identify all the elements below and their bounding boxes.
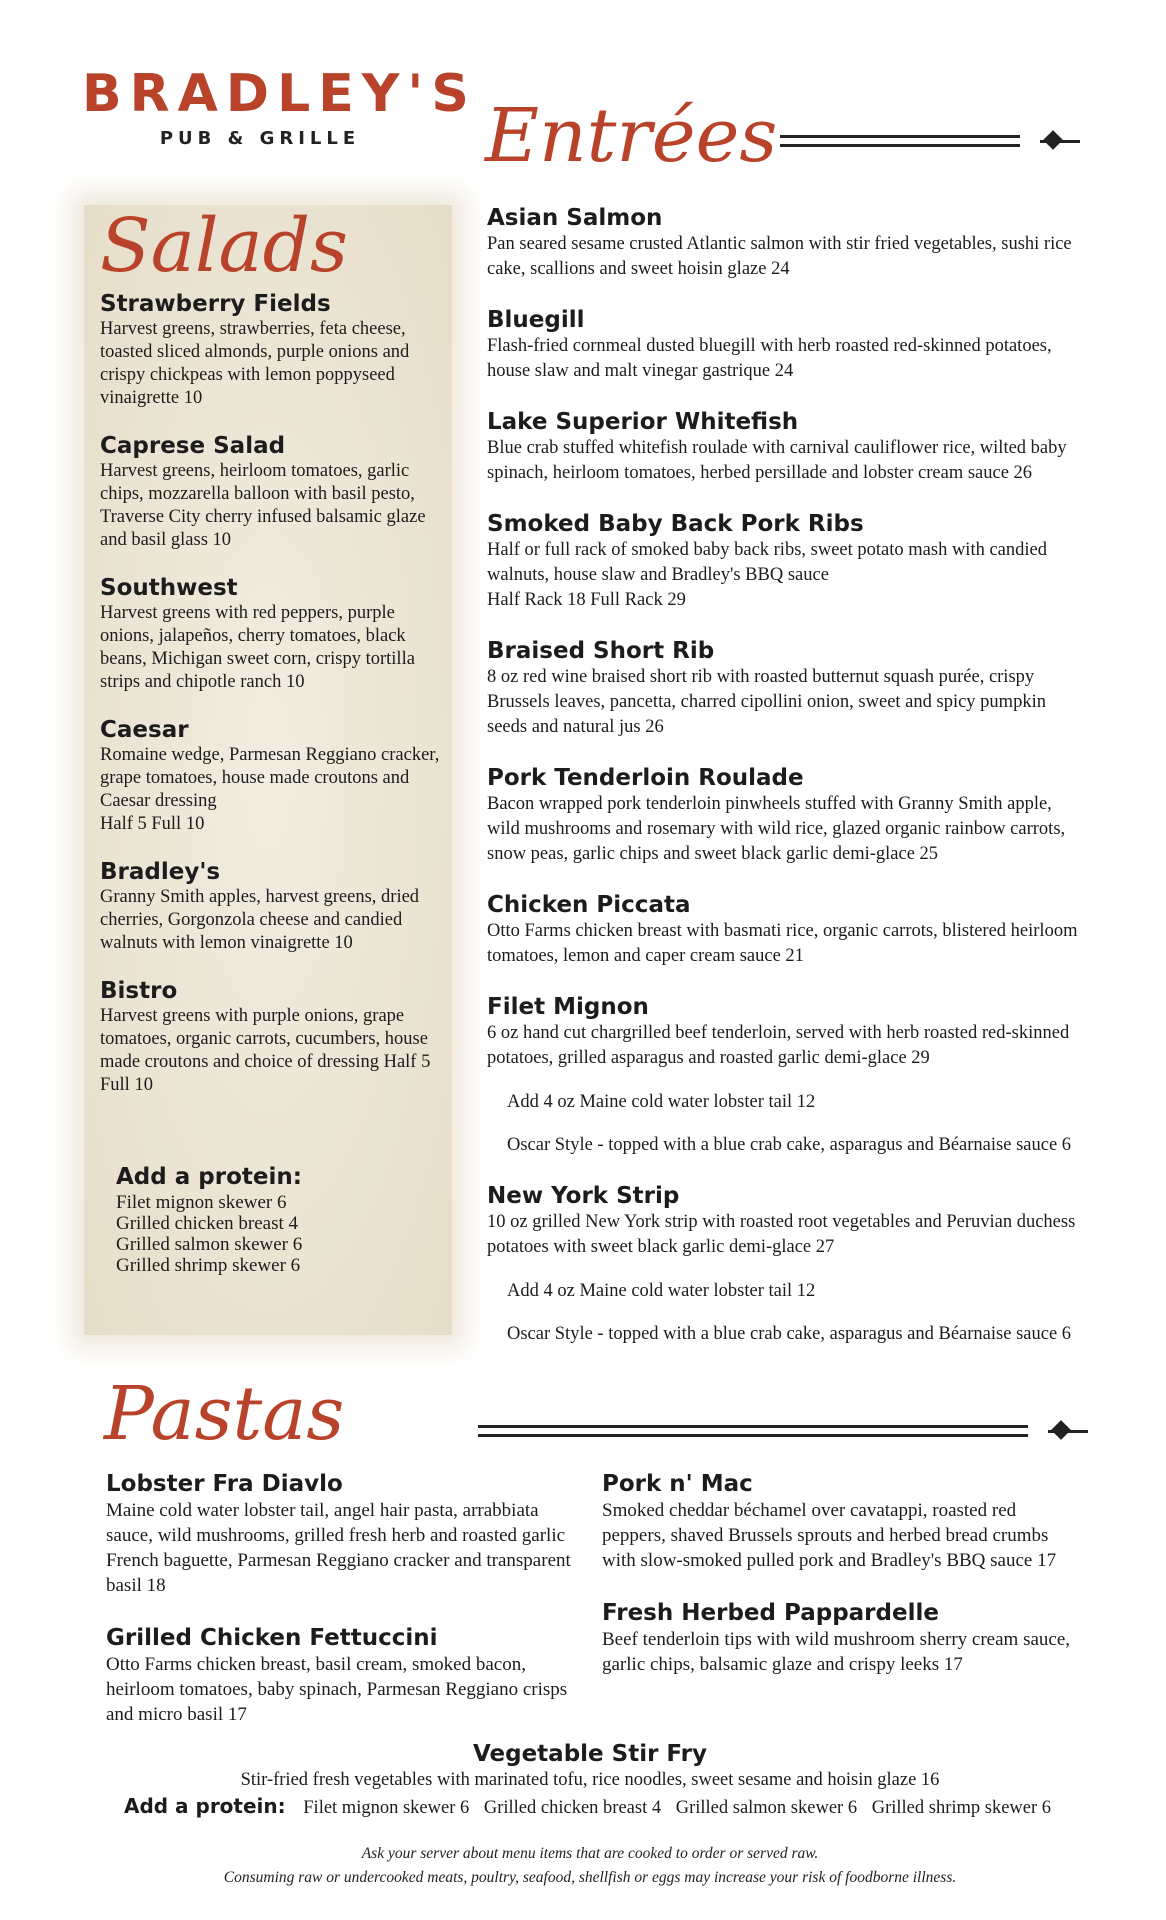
entrees-heading: Entrées [485, 93, 778, 179]
entree-name: New York Strip [487, 1183, 680, 1209]
entree-description: Half or full rack of smoked baby back ribs, sweet potato mash with candied walnuts, house slaw and Bradley's BBQ sauce [487, 540, 1047, 585]
pasta-name: Lobster Fra Diavlo [106, 1471, 343, 1497]
entree-description: Otto Farms chicken breast with basmati rice, organic carrots, blistered heirloom tomatoes, lemon and caper cream sauce 21 [487, 921, 1078, 966]
protein-option: Grilled salmon skewer 6 [675, 1798, 858, 1818]
entree-addon: Oscar Style - topped with a blue crab cake, asparagus and Béarnaise sauce 6 [507, 1135, 1072, 1155]
pasta-description: Maine cold water lobster tail, angel hair pasta, arrabbiata sauce, wild mushrooms, grilled fresh herb and roasted garlic French baguette, Parmesan Reggiano cracker and transparent basil 18 [106, 1500, 571, 1596]
entree-price: Half Rack 18 Full Rack 29 [487, 590, 686, 610]
entree-item [487, 408, 1087, 486]
salad-description: Granny Smith apples, harvest greens, dried cherries, Gorgonzola cheese and candied walnuts with lemon vinaigrette 10 [100, 887, 420, 953]
salad-item [100, 977, 450, 1097]
logo-subtitle: PUB & GRILLE [159, 128, 361, 149]
salad-item [100, 574, 450, 694]
entree-description: Blue crab stuffed whitefish roulade with carnival cauliflower rice, wilted baby spinach, heirloom tomatoes, herbed persillade and lobster cream sauce 26 [487, 438, 1067, 483]
disclaimer-line: Consuming raw or undercooked meats, poultry, seafood, shellfish or eggs may increase your risk of foodborne illness. [223, 1869, 957, 1886]
pasta-item [106, 1470, 576, 1598]
protein-option: Filet mignon skewer 6 [303, 1798, 470, 1818]
salad-name: Southwest [100, 575, 238, 601]
salad-name: Caesar [100, 717, 189, 743]
entree-item [487, 510, 1087, 613]
pastas-left-column [106, 1470, 576, 1753]
entree-name: Bluegill [487, 307, 585, 333]
pasta-item [602, 1599, 1072, 1677]
salad-protein-box [116, 1162, 416, 1276]
protein-option: Grilled chicken breast 4 [483, 1798, 662, 1818]
salad-description: Harvest greens, strawberries, feta cheese, toasted sliced almonds, purple onions and crispy chickpeas with lemon poppyseed vinaigrette 10 [100, 319, 410, 408]
veg-name: Vegetable Stir Fry [472, 1741, 708, 1767]
entree-item [487, 637, 1087, 740]
entree-description: Bacon wrapped pork tenderloin pinwheels stuffed with Granny Smith apple, wild mushrooms and rosemary with wild rice, glazed organic rainbow carrots, snow peas, garlic chips and sweet black garlic demi-glace 25 [487, 794, 1066, 864]
protein-option: Grilled shrimp skewer 6 [116, 1255, 301, 1276]
entree-name: Asian Salmon [487, 205, 663, 231]
entree-addon: Add 4 oz Maine cold water lobster tail 12 [507, 1280, 816, 1301]
salad-item [100, 290, 450, 410]
salad-name: Strawberry Fields [100, 291, 331, 317]
entree-addon: Oscar Style - topped with a blue crab cake, asparagus and Béarnaise sauce 6 [507, 1324, 1072, 1344]
salad-description: Harvest greens with red peppers, purple onions, jalapeños, cherry tomatoes, black beans, Michigan sweet corn, crispy tortilla strips and chipotle ranch 10 [100, 603, 415, 692]
salad-price: Half 5 Full 10 [100, 814, 205, 834]
entrees-list [487, 204, 1087, 1371]
pastas-heading: Pastas [104, 1371, 345, 1457]
entree-name: Braised Short Rib [487, 638, 715, 664]
restaurant-logo [82, 64, 477, 166]
salad-name: Caprese Salad [100, 433, 286, 459]
pasta-item [106, 1624, 576, 1727]
pasta-description: Beef tenderloin tips with wild mushroom sherry cream sauce, garlic chips, balsamic glaze and crispy leeks 17 [602, 1629, 1071, 1675]
entree-name: Smoked Baby Back Pork Ribs [487, 511, 864, 537]
entree-description: 10 oz grilled New York strip with roasted root vegetables and Peruvian duchess potatoes with sweet black garlic demi-glace 27 [487, 1212, 1076, 1257]
pastas-divider [478, 1425, 1088, 1439]
entree-description: Pan seared sesame crusted Atlantic salmon with stir fried vegetables, sushi rice cake, scallions and sweet hoisin glaze 24 [487, 234, 1072, 279]
entree-item [487, 306, 1087, 384]
entree-addon: Add 4 oz Maine cold water lobster tail 12 [507, 1091, 816, 1112]
veg-description: Stir-fried fresh vegetables with marinated tofu, rice noodles, sweet sesame and hoisin glaze 16 [240, 1770, 940, 1790]
salad-description: Harvest greens with purple onions, grape tomatoes, organic carrots, cucumbers, house made croutons and choice of dressing Half 5 Full 10 [100, 1006, 431, 1095]
salad-description: Romaine wedge, Parmesan Reggiano cracker, grape tomatoes, house made croutons and Caesar dressing [100, 745, 440, 811]
entree-item [487, 1182, 1087, 1347]
protein-option: Filet mignon skewer 6 [116, 1192, 287, 1213]
salad-description: Harvest greens, heirloom tomatoes, garlic chips, mozzarella balloon with basil pesto, Traverse City cherry infused balsamic glaze and basil glass 10 [100, 461, 426, 550]
pasta-description: Otto Farms chicken breast, basil cream, smoked bacon, heirloom tomatoes, baby spinach, Parmesan Reggiano crisps and micro basil 17 [106, 1654, 568, 1725]
menu-disclaimer [100, 1842, 1080, 1890]
entree-description: Flash-fried cornmeal dusted bluegill with herb roasted red-skinned potatoes, house slaw and malt vinegar gastrique 24 [487, 336, 1052, 381]
protein-option: Grilled shrimp skewer 6 [871, 1798, 1052, 1818]
entrees-divider [780, 135, 1080, 149]
entree-item [487, 204, 1087, 282]
veg-protein-heading: Add a protein: [123, 1794, 286, 1818]
protein-option: Grilled salmon skewer 6 [116, 1234, 303, 1255]
entree-name: Filet Mignon [487, 994, 649, 1020]
entree-item [487, 764, 1087, 867]
pasta-name: Grilled Chicken Fettuccini [106, 1625, 438, 1651]
pasta-item [602, 1470, 1072, 1573]
pasta-name: Fresh Herbed Pappardelle [602, 1600, 939, 1626]
logo-brand: BRADLEY'S [82, 64, 477, 124]
entree-description: 8 oz red wine braised short rib with roasted butternut squash purée, crispy Brussels leaves, pancetta, charred cipollini onion, sweet and spicy pumpkin seeds and natural jus 26 [487, 667, 1046, 737]
entree-description: 6 oz hand cut chargrilled beef tenderloin, served with herb roasted red-skinned potatoes, grilled asparagus and roasted garlic demi-glace 29 [487, 1023, 1070, 1068]
salad-name: Bradley's [100, 859, 221, 885]
entree-name: Chicken Piccata [487, 892, 691, 918]
pasta-description: Smoked cheddar béchamel over cavatappi, roasted red peppers, shaved Brussels sprouts and herbed bread crumbs with slow-smoked pulled pork and Bradley's BBQ sauce 17 [602, 1500, 1057, 1571]
salad-item [100, 858, 450, 955]
entree-name: Pork Tenderloin Roulade [487, 765, 804, 791]
pasta-name: Pork n' Mac [602, 1471, 753, 1497]
salad-name: Bistro [100, 978, 178, 1004]
entree-item [487, 891, 1087, 969]
disclaimer-line: Ask your server about menu items that are cooked to order or served raw. [361, 1845, 819, 1862]
protein-heading: Add a protein: [116, 1164, 302, 1190]
veg-protein-row [100, 1793, 1080, 1821]
protein-option: Grilled chicken breast 4 [116, 1213, 299, 1234]
salads-list [100, 290, 450, 1119]
salads-heading: Salads [100, 203, 348, 289]
pastas-right-column [602, 1470, 1072, 1703]
entree-item [487, 993, 1087, 1158]
salad-item [100, 432, 450, 552]
salad-item [100, 716, 450, 836]
vegetable-stir-fry [100, 1740, 1080, 1821]
entree-name: Lake Superior Whitefish [487, 409, 799, 435]
